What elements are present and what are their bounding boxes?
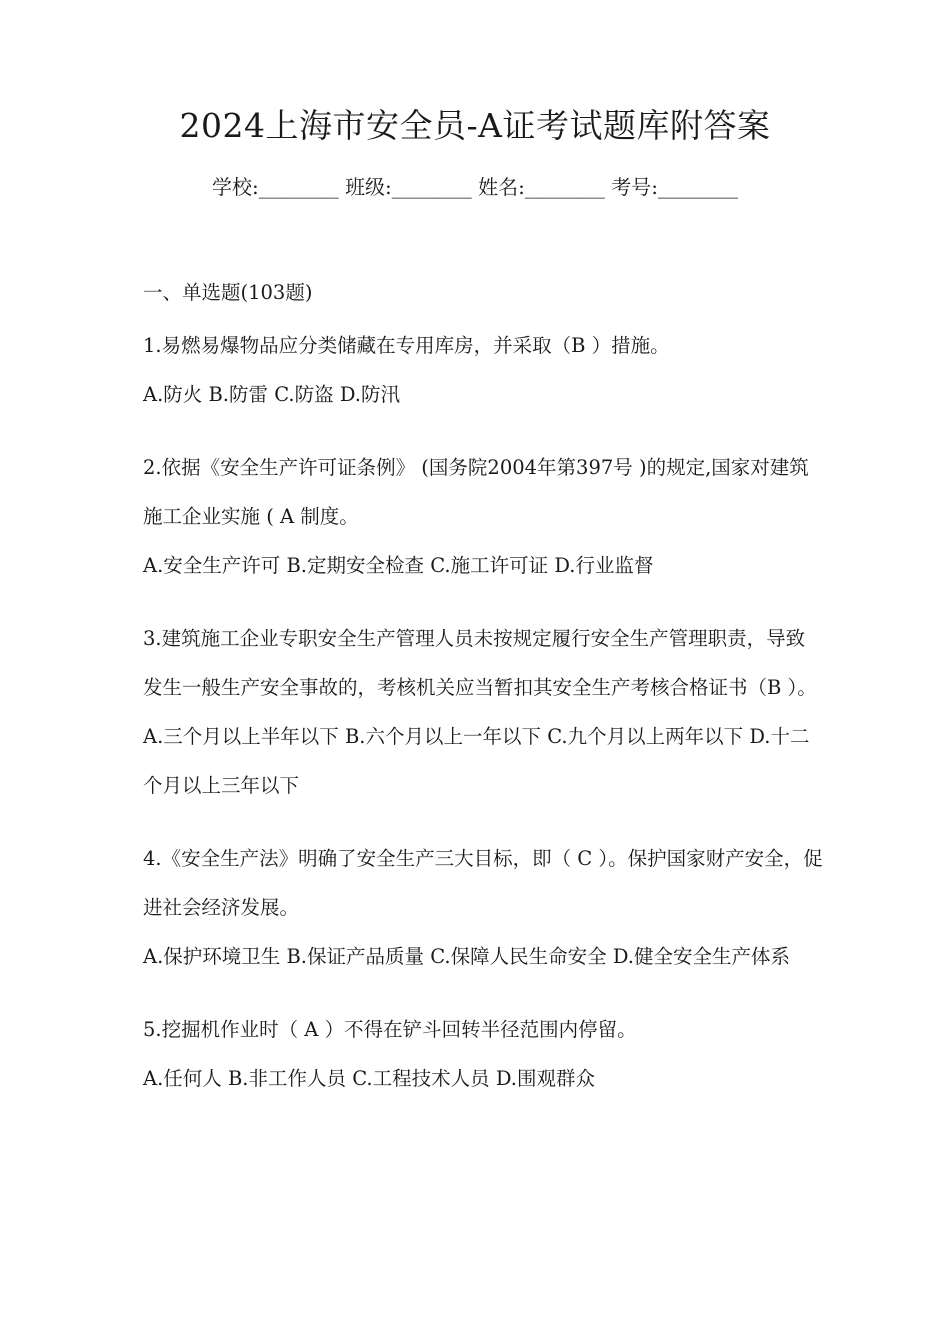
question-stem: 3.建筑施工企业专职安全生产管理人员未按规定履行安全生产管理职责，导致发生一般生产安全事故的，考核机关应当暂扣其安全生产考核合格证书（B ）。 [143, 627, 817, 699]
question-options: A.三个月以上半年以下 B.六个月以上一年以下 C.九个月以上两年以下 D.十二个月以上三年以下 [143, 725, 810, 797]
question-options: A.防火 B.防雷 C.防盗 D.防汛 [143, 383, 400, 406]
question-list [143, 268, 823, 1103]
question-stem: 5.挖掘机作业时（ A ）不得在铲斗回转半径范围内停留。 [143, 1018, 637, 1041]
question-options: A.任何人 B.非工作人员 C.工程技术人员 D.围观群众 [143, 1067, 595, 1090]
question-item [143, 321, 823, 419]
school-field: 学校:________ [211, 175, 339, 199]
question-item [143, 834, 823, 981]
question-item [143, 443, 823, 590]
question-item [143, 1005, 823, 1103]
question-options: A.安全生产许可 B.定期安全检查 C.施工许可证 D.行业监督 [143, 554, 654, 577]
question-options: A.保护环境卫生 B.保证产品质量 C.保障人民生命安全 D.健全安全生产体系 [143, 945, 790, 968]
question-stem: 4.《安全生产法》明确了安全生产三大目标，即（ C ）。保护国家财产安全，促进社会经济发展。 [143, 847, 823, 919]
student-info-line [0, 172, 950, 202]
document-title: 2024上海市安全员-A证考试题库附答案 [179, 106, 771, 145]
section-heading: 一、单选题(103题) [143, 281, 313, 304]
class-field: 班级:________ [345, 175, 472, 199]
question-stem: 2.依据《安全生产许可证条例》 (国务院2004年第397号 )的规定,国家对建筑施工企业实施 ( A 制度。 [143, 456, 809, 528]
exam-number-field: 考号:________ [611, 175, 739, 199]
name-field: 姓名:________ [478, 175, 605, 199]
question-stem: 1.易燃易爆物品应分类储藏在专用库房，并采取（B ）措施。 [143, 334, 670, 357]
question-item [143, 614, 823, 810]
